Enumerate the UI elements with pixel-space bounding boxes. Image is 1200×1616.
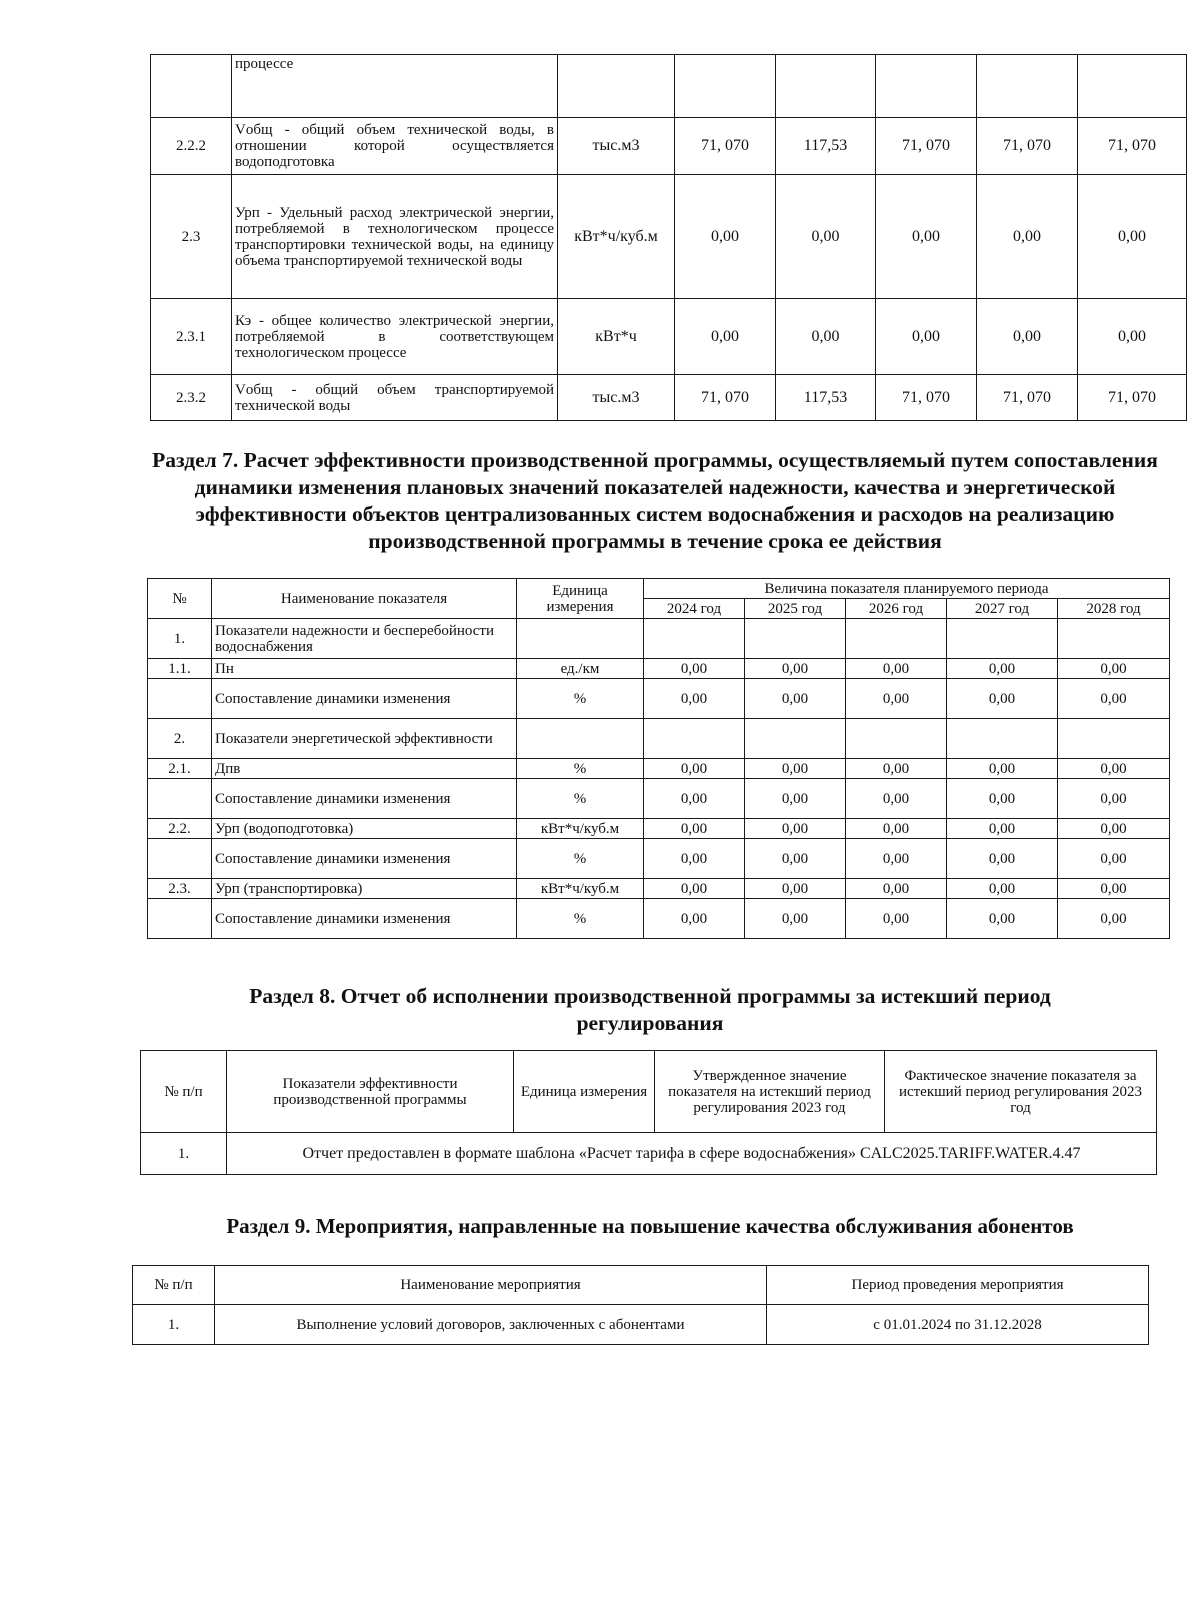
row-value: 0,00 <box>745 819 846 839</box>
row-description: Vобщ - общий объем технической воды, в отношении которой осуществляется водоподготовка <box>232 118 558 175</box>
row-value: 0,00 <box>1058 899 1170 939</box>
row-value <box>644 719 745 759</box>
row-value: 0,00 <box>947 679 1058 719</box>
row-num <box>148 839 212 879</box>
row-value: 0,00 <box>947 779 1058 819</box>
table-row <box>148 619 1170 659</box>
row-num: 2.2.2 <box>151 118 232 175</box>
row-name: Сопоставление динамики изменения <box>212 899 517 939</box>
header-num: № п/п <box>141 1051 227 1133</box>
row-value: 0,00 <box>1058 659 1170 679</box>
table-row <box>151 375 1187 421</box>
row-value <box>846 619 947 659</box>
row-name: Сопоставление динамики изменения <box>212 779 517 819</box>
row-num: 2.1. <box>148 759 212 779</box>
row-num: 2.3.2 <box>151 375 232 421</box>
row-value <box>1058 619 1170 659</box>
row-value <box>1078 55 1187 118</box>
row-value: 0,00 <box>745 679 846 719</box>
row-value: 0,00 <box>1058 879 1170 899</box>
row-value: 117,53 <box>776 375 876 421</box>
row-value: 0,00 <box>846 679 947 719</box>
row-value: 0,00 <box>846 779 947 819</box>
row-value: 0,00 <box>675 299 776 375</box>
row-num: 1.1. <box>148 659 212 679</box>
row-value: 0,00 <box>1058 839 1170 879</box>
row-value: 0,00 <box>947 839 1058 879</box>
row-value: 0,00 <box>776 299 876 375</box>
row-value <box>1058 719 1170 759</box>
row-value <box>776 55 876 118</box>
row-value: 0,00 <box>846 899 947 939</box>
section-8-title: Раздел 8. Отчет об исполнении производственной программы за истекший период регулирования <box>249 984 1051 1035</box>
row-value: 71, 070 <box>1078 375 1187 421</box>
header-name: Наименование показателя <box>212 579 517 619</box>
row-value: 0,00 <box>846 879 947 899</box>
row-value: 0,00 <box>644 899 745 939</box>
row-value: 0,00 <box>745 839 846 879</box>
row-value <box>846 719 947 759</box>
row-name: Пн <box>212 659 517 679</box>
row-value: 0,00 <box>644 879 745 899</box>
row-value <box>876 55 977 118</box>
row-name: Сопоставление динамики изменения <box>212 679 517 719</box>
row-unit: тыс.м3 <box>558 375 675 421</box>
row-name: Показатели надежности и бесперебойности водоснабжения <box>212 619 517 659</box>
row-num: 2.3.1 <box>151 299 232 375</box>
row-num: 1. <box>133 1305 215 1345</box>
header-period: Период проведения мероприятия <box>767 1266 1149 1305</box>
row-unit: % <box>517 779 644 819</box>
row-value: 71, 070 <box>675 118 776 175</box>
row-unit <box>517 719 644 759</box>
row-value: 0,00 <box>947 659 1058 679</box>
table-row <box>148 759 1170 779</box>
header-unit: Единица измерения <box>514 1051 655 1133</box>
table-row <box>148 899 1170 939</box>
row-unit: % <box>517 679 644 719</box>
row-unit <box>558 55 675 118</box>
row-value: 0,00 <box>745 879 846 899</box>
row-value <box>675 55 776 118</box>
table-row <box>151 118 1187 175</box>
row-value: 0,00 <box>1058 819 1170 839</box>
row-unit: ед./км <box>517 659 644 679</box>
row-value <box>745 619 846 659</box>
row-name: Урп (водоподготовка) <box>212 819 517 839</box>
header-year: 2024 год <box>644 599 745 619</box>
row-value: 0,00 <box>947 879 1058 899</box>
row-num: 2.3. <box>148 879 212 899</box>
row-num: 2. <box>148 719 212 759</box>
header-period: Величина показателя планируемого периода <box>644 579 1170 599</box>
row-value: 0,00 <box>876 299 977 375</box>
row-num: 2.2. <box>148 819 212 839</box>
header-name: Наименование мероприятия <box>215 1266 767 1305</box>
row-name: Урп (транспортировка) <box>212 879 517 899</box>
row-num <box>148 779 212 819</box>
header-num: № п/п <box>133 1266 215 1305</box>
header-year: 2026 год <box>846 599 947 619</box>
row-text: Отчет предоставлен в формате шаблона «Расчет тарифа в сфере водоснабжения» CALC2025.TARIFF.WATER.4.47 <box>227 1133 1157 1175</box>
row-value: 0,00 <box>745 779 846 819</box>
row-value: 0,00 <box>846 819 947 839</box>
row-name: Дпв <box>212 759 517 779</box>
header-unit: Единица измерения <box>517 579 644 619</box>
row-description: Vобщ - общий объем транспортируемой технической воды <box>232 375 558 421</box>
table-row <box>148 659 1170 679</box>
row-value: 0,00 <box>977 175 1078 299</box>
row-unit: % <box>517 759 644 779</box>
row-description: Урп - Удельный расход электрической энергии, потребляемой в технологическом процессе транспортировки технической воды, на единицу объема транспортируемой технической воды <box>232 175 558 299</box>
row-value: 0,00 <box>644 659 745 679</box>
row-value: 0,00 <box>1078 299 1187 375</box>
table-row <box>148 839 1170 879</box>
row-num <box>151 55 232 118</box>
row-unit: % <box>517 839 644 879</box>
row-value <box>977 55 1078 118</box>
row-value: 0,00 <box>644 819 745 839</box>
row-unit: кВт*ч/куб.м <box>517 879 644 899</box>
table-row <box>151 55 1187 118</box>
row-value: 0,00 <box>644 679 745 719</box>
row-unit: кВт*ч/куб.м <box>558 175 675 299</box>
row-value: 0,00 <box>977 299 1078 375</box>
row-value <box>644 619 745 659</box>
row-value: 0,00 <box>745 759 846 779</box>
table-row <box>148 779 1170 819</box>
row-name: Выполнение условий договоров, заключенных с абонентами <box>215 1305 767 1345</box>
section-7-title: Раздел 7. Расчет эффективности производственной программы, осуществляемый путем сопоставления динамики изменения плановых значений показателей надежности, качества и энергетической эффективности объектов централизованных систем водоснабжения и расходов на реализацию производственной программы в течение срока ее действия <box>152 448 1158 553</box>
row-value: 0,00 <box>675 175 776 299</box>
row-value: 71, 070 <box>876 118 977 175</box>
row-value: 0,00 <box>1058 759 1170 779</box>
row-unit <box>517 619 644 659</box>
row-value: 0,00 <box>846 839 947 879</box>
row-value: 0,00 <box>876 175 977 299</box>
row-value <box>947 619 1058 659</box>
table-row <box>151 299 1187 375</box>
row-value: 0,00 <box>1078 175 1187 299</box>
row-value: 0,00 <box>644 759 745 779</box>
section-7-table <box>147 578 1170 939</box>
section-9-title: Раздел 9. Мероприятия, направленные на повышение качества обслуживания абонентов <box>226 1214 1074 1238</box>
section-8-table <box>140 1050 1157 1175</box>
row-description: Кэ - общее количество электрической энергии, потребляемой в соответствующем технологическом процессе <box>232 299 558 375</box>
row-num: 1. <box>148 619 212 659</box>
row-value: 0,00 <box>947 819 1058 839</box>
row-value <box>947 719 1058 759</box>
row-num <box>148 679 212 719</box>
header-actual: Фактическое значение показателя за истекший период регулирования 2023 год <box>885 1051 1157 1133</box>
header-year: 2027 год <box>947 599 1058 619</box>
row-value: 71, 070 <box>876 375 977 421</box>
row-unit: тыс.м3 <box>558 118 675 175</box>
section-9-table <box>132 1265 1149 1345</box>
row-period: с 01.01.2024 по 31.12.2028 <box>767 1305 1149 1345</box>
row-value: 71, 070 <box>675 375 776 421</box>
row-value: 0,00 <box>776 175 876 299</box>
table-row <box>148 879 1170 899</box>
row-value: 0,00 <box>947 759 1058 779</box>
row-name: Сопоставление динамики изменения <box>212 839 517 879</box>
row-unit: кВт*ч <box>558 299 675 375</box>
row-value: 71, 070 <box>977 375 1078 421</box>
table-row <box>151 175 1187 299</box>
indicators-table-continued <box>150 54 1187 421</box>
row-value: 71, 070 <box>977 118 1078 175</box>
row-value: 71, 070 <box>1078 118 1187 175</box>
row-value: 0,00 <box>745 659 846 679</box>
row-value: 117,53 <box>776 118 876 175</box>
table-row <box>148 819 1170 839</box>
table-row <box>148 719 1170 759</box>
row-value <box>745 719 846 759</box>
header-num: № <box>148 579 212 619</box>
row-value: 0,00 <box>1058 779 1170 819</box>
row-value: 0,00 <box>846 759 947 779</box>
row-num <box>148 899 212 939</box>
row-value: 0,00 <box>644 779 745 819</box>
header-year: 2025 год <box>745 599 846 619</box>
row-unit: кВт*ч/куб.м <box>517 819 644 839</box>
row-unit: % <box>517 899 644 939</box>
row-value: 0,00 <box>947 899 1058 939</box>
row-num: 1. <box>141 1133 227 1175</box>
header-year: 2028 год <box>1058 599 1170 619</box>
table-row <box>148 679 1170 719</box>
row-value: 0,00 <box>1058 679 1170 719</box>
row-num: 2.3 <box>151 175 232 299</box>
header-approved: Утвержденное значение показателя на истекший период регулирования 2023 год <box>655 1051 885 1133</box>
row-description: процессе <box>232 55 558 118</box>
row-name: Показатели энергетической эффективности <box>212 719 517 759</box>
row-value: 0,00 <box>745 899 846 939</box>
header-indicators: Показатели эффективности производственной программы <box>227 1051 514 1133</box>
row-value: 0,00 <box>846 659 947 679</box>
row-value: 0,00 <box>644 839 745 879</box>
